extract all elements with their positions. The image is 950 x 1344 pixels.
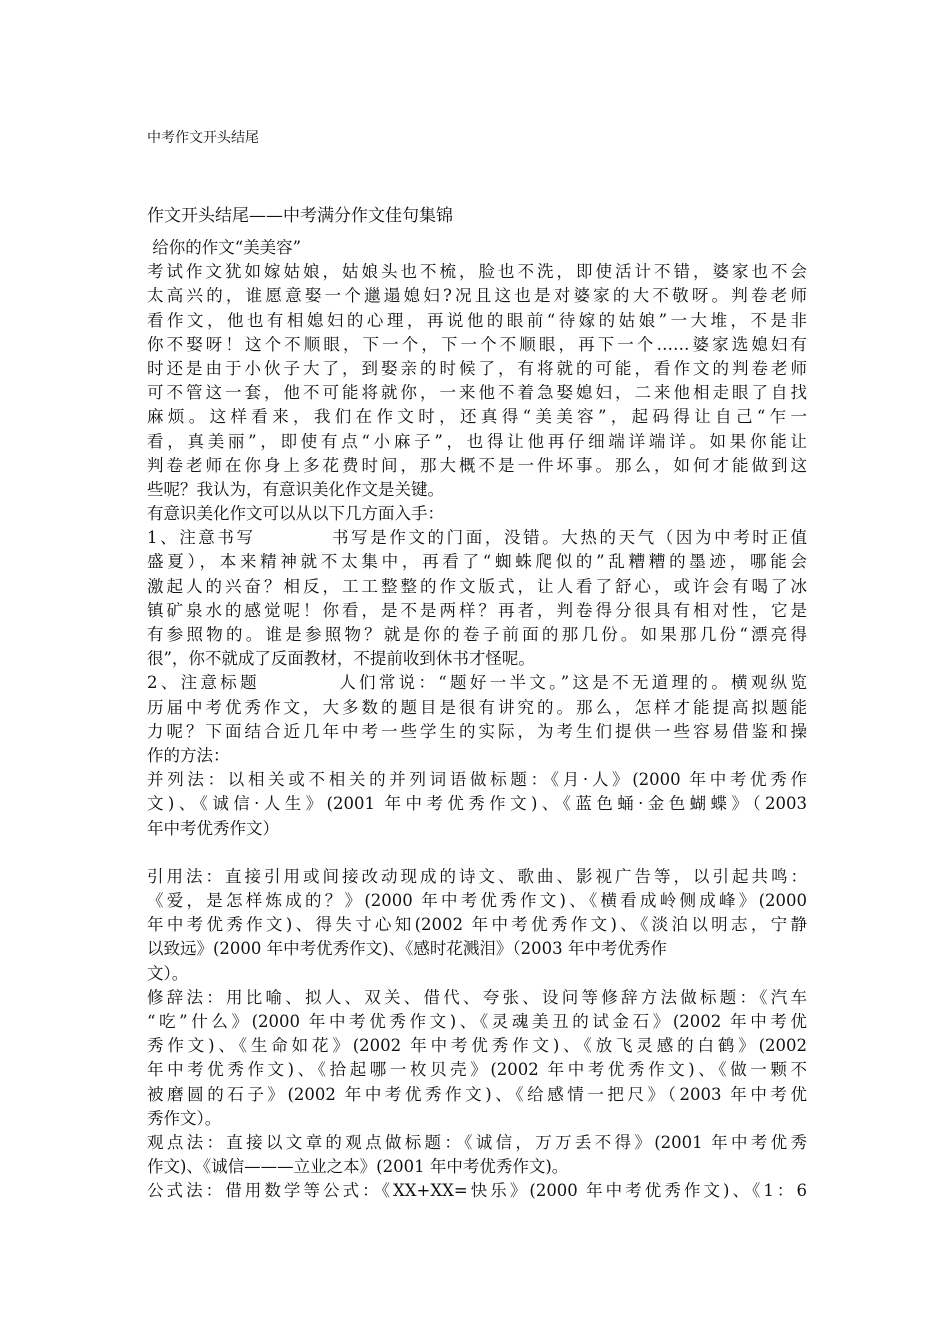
text-line: 并列法：以相关或不相关的并列词语做标题：《月·人》(2000 年中考优秀作 bbox=[147, 770, 807, 790]
text-line: 考试作文犹如嫁姑娘，姑娘头也不梳，脸也不洗，即使活计不错，婆家也不会 bbox=[147, 262, 807, 282]
text-line: 时还是由于小伙子大了，到娶亲的时候了，有将就的可能，看作文的判卷老师 bbox=[147, 358, 807, 378]
text-line: 有参照物的。谁是参照物？就是你的卷子前面的那几份。如果那几份“漂亮得 bbox=[147, 625, 807, 644]
text-line: 判卷老师在你身上多花费时间，那大概不是一件坏事。那么，如何才能做到这 bbox=[147, 455, 807, 475]
text-line: 很”，你不就成了反面教材，不提前收到休书才怪呢。 bbox=[147, 649, 535, 669]
text-line: 作文)、《诚信———立业之本》(2001 年中考优秀作文)。 bbox=[147, 1157, 569, 1177]
text-line: 被磨圆的石子》(2002 年中考优秀作文)、《给感情一把尺》（2003 年中考优 bbox=[147, 1084, 807, 1104]
document-title: 中考作文开头结尾 bbox=[147, 130, 259, 146]
text-line: 修辞法：用比喻、拟人、双关、借代、夸张、设问等修辞方法做标题：《汽车 bbox=[147, 987, 807, 1007]
text-line: 你不娶呀！这个不顺眼，下一个，下一个不顺眼，再下一个……婆家选媳妇有 bbox=[147, 334, 807, 354]
text-line: 有意识美化作文可以从以下几方面入手： bbox=[147, 504, 444, 524]
text-line: 镇矿泉水的感觉呢！你看，是不是两样？再者，判卷得分很具有相对性，它是 bbox=[147, 600, 807, 620]
text-line: 可不管这一套，他不可能将就你，一来他不着急娶媳妇，二来他相走眼了自找 bbox=[147, 383, 807, 403]
blank-line bbox=[147, 841, 807, 865]
text-line: 公式法：借用数学等公式：《XX+XX=快乐》(2000 年中考优秀作文)、《1：6 bbox=[147, 1181, 807, 1201]
text-line: 太高兴的，谁愿意娶一个邋遢媳妇?况且这也是对婆家的大不敬呀。判卷老师 bbox=[147, 286, 807, 306]
text-line: 秀作文）。 bbox=[147, 1108, 222, 1128]
text-line: 历届中考优秀作文，大多数的题目是很有讲究的。那么，怎样才能提高拟题能 bbox=[147, 697, 807, 717]
text-line: 文）。 bbox=[147, 963, 189, 983]
text-line: 年中考优秀作文)、《拾起哪一枚贝壳》(2002 年中考优秀作文)、《做一颗不 bbox=[147, 1060, 807, 1080]
text-line: 《爱，是怎样炼成的？》(2000 年中考优秀作文)、《横看成岭侧成峰》(2000 bbox=[147, 891, 807, 911]
text-line: 年中考优秀作文） bbox=[147, 818, 279, 838]
text-line: “吃”什么》(2000 年中考优秀作文)、《灵魂美丑的试金石》(2002 年中考优 bbox=[147, 1012, 807, 1031]
text-line: 以致远》(2000 年中考优秀作文)、《感时花溅泪》（2003 年中考优秀作 bbox=[147, 939, 667, 959]
text-line: 文)、《诚信·人生》(2001 年中考优秀作文)、《蓝色蛹·金色蝴蝶》（2003 bbox=[147, 794, 807, 814]
article-body bbox=[147, 236, 807, 1204]
text-line: 盛夏），本来精神就不太集中，再看了“蜘蛛爬似的”乱糟糟的墨迹，哪能会 bbox=[147, 552, 807, 572]
text-line: 激起人的兴奋？相反，工工整整的作文版式，让人看了舒心，或许会有喝了冰 bbox=[147, 576, 807, 596]
text-line: 些呢？我认为，有意识美化作文是关键。 bbox=[147, 479, 444, 499]
text-line: 年中考优秀作文)、得失寸心知(2002 年中考优秀作文)、《淡泊以明志，宁静 bbox=[147, 915, 807, 935]
text-line: 看，真美丽”，即使有点“小麻子”，也得让他再仔细端详端详。如果你能让 bbox=[147, 431, 807, 451]
text-line: 观点法：直接以文章的观点做标题：《诚信，万万丢不得》(2001 年中考优秀 bbox=[147, 1132, 807, 1152]
text-line: 作的方法： bbox=[147, 745, 230, 765]
text-line: 给你的作文“美美容” bbox=[147, 238, 302, 257]
text-line: 1、注意书写 书写是作文的门面，没错。大热的天气（因为中考时正值 bbox=[147, 528, 807, 548]
text-line: 2、注意标题 人们常说：“题好一半文。”这是不无道理的。横观纵览 bbox=[147, 673, 807, 693]
section-title: 作文开头结尾——中考满分作文佳句集锦 bbox=[147, 206, 453, 226]
text-line: 秀作文)、《生命如花》(2002 年中考优秀作文)、《放飞灵感的白鹤》(2002 bbox=[147, 1036, 807, 1056]
text-line: 看作文，他也有相媳妇的心理，再说他的眼前“待嫁的姑娘”一大堆，不是非 bbox=[147, 310, 807, 330]
text-line: 麻烦。这样看来，我们在作文时，还真得“美美容”，起码得让自己“乍一 bbox=[147, 407, 807, 427]
text-line: 引用法：直接引用或间接改动现成的诗文、歌曲、影视广告等，以引起共鸣： bbox=[147, 866, 807, 886]
text-line: 力呢？下面结合近几年中考一些学生的实际，为考生们提供一些容易借鉴和操 bbox=[147, 721, 807, 741]
